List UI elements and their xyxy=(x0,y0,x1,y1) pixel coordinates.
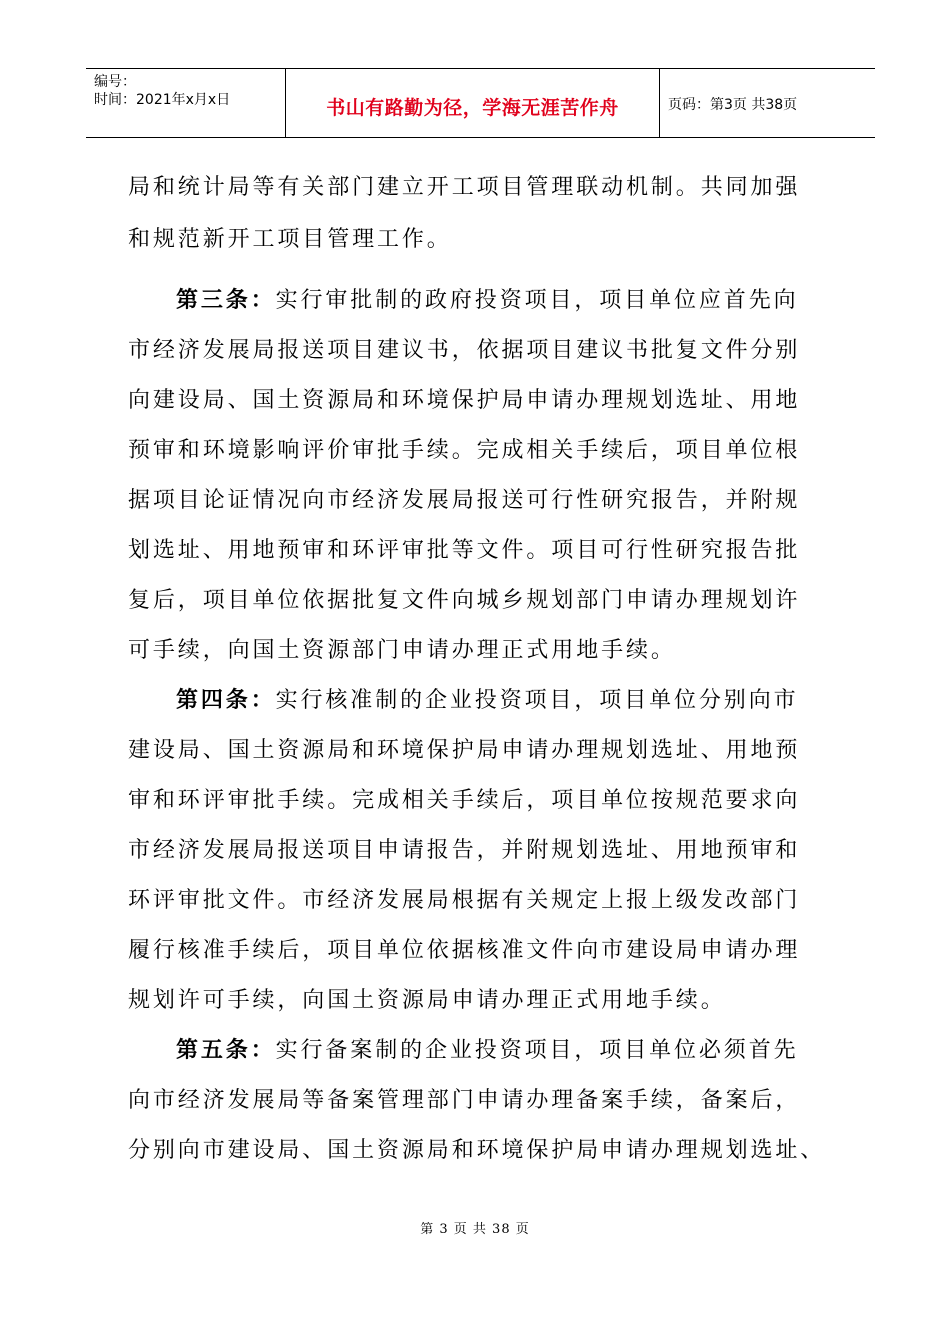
header-page-cell xyxy=(660,69,875,137)
text-line: 向建设局、国土资源局和环境保护局申请办理规划选址、用地 xyxy=(128,388,801,413)
document-number-label: 编号： xyxy=(94,74,136,90)
text-line: 建设局、国土资源局和环境保护局申请办理规划选址、用地预 xyxy=(128,738,801,763)
text-line: 据项目论证情况向市经济发展局报送可行性研究报告，并附规 xyxy=(128,488,801,513)
text-line: 预审和环境影响评价审批手续。完成相关手续后，项目单位根 xyxy=(128,438,801,463)
page-footer: 第 3 页 共 38 页 xyxy=(420,1222,530,1237)
header-meta-cell xyxy=(86,69,286,137)
article-5-first-line xyxy=(176,1033,799,1063)
text-line: 局和统计局等有关部门建立开工项目管理联动机制。共同加强 xyxy=(128,175,801,200)
text-line: 市经济发展局报送项目建议书，依据项目建议书批复文件分别 xyxy=(128,338,801,363)
article-3-text: 实行审批制的政府投资项目，项目单位应首先向 xyxy=(275,288,799,313)
article-4-first-line xyxy=(176,683,799,713)
text-line: 和规范新开工项目管理工作。 xyxy=(128,227,452,252)
text-line: 履行核准手续后，项目单位依据核准文件向市建设局申请办理 xyxy=(128,938,801,963)
text-line: 向市经济发展局等备案管理部门申请办理备案手续，备案后， xyxy=(128,1088,801,1113)
article-5-title: 第五条： xyxy=(176,1038,276,1063)
header-page-number: 页码：第3页 共38页 xyxy=(668,97,798,113)
article-4-title: 第四条： xyxy=(176,688,276,713)
text-line: 审和环评审批手续。完成相关手续后，项目单位按规范要求向 xyxy=(128,788,801,813)
text-line: 分别向市建设局、国土资源局和环境保护局申请办理规划选址、 xyxy=(128,1138,826,1163)
article-3-first-line xyxy=(176,283,799,313)
text-line: 环评审批文件。市经济发展局根据有关规定上报上级发改部门 xyxy=(128,888,801,913)
article-5-text: 实行备案制的企业投资项目，项目单位必须首先 xyxy=(275,1038,799,1063)
header-motto: 书山有路勤为径，学海无涯苦作舟 xyxy=(326,97,619,119)
header-motto-cell xyxy=(286,69,660,137)
text-line: 复后，项目单位依据批复文件向城乡规划部门申请办理规划许 xyxy=(128,588,801,613)
text-line: 市经济发展局报送项目申请报告，并附规划选址、用地预审和 xyxy=(128,838,801,863)
article-3-title: 第三条： xyxy=(176,288,276,313)
text-line: 规划许可手续，向国土资源局申请办理正式用地手续。 xyxy=(128,988,726,1013)
document-time-label: 时间：2021年x月x日 xyxy=(94,92,231,108)
text-line: 划选址、用地预审和环评审批等文件。项目可行性研究报告批 xyxy=(128,538,801,563)
page-header-table xyxy=(86,68,875,138)
text-line: 可手续，向国土资源部门申请办理正式用地手续。 xyxy=(128,638,676,663)
article-4-text: 实行核准制的企业投资项目，项目单位分别向市 xyxy=(275,688,799,713)
